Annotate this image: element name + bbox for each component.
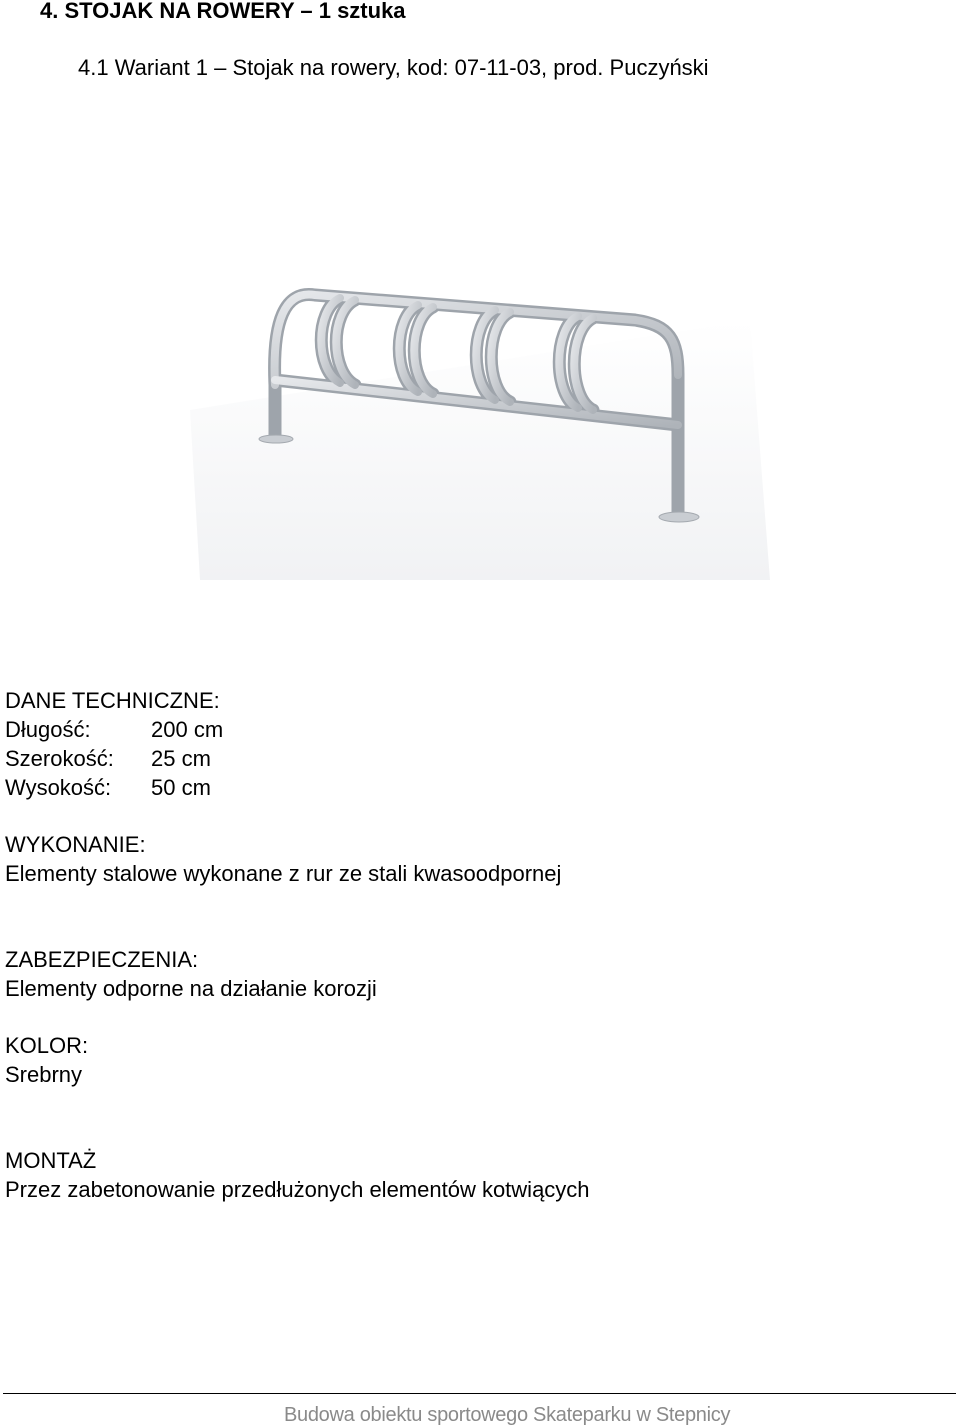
spec-label: Długość:: [5, 717, 91, 742]
montaz-text: Przez zabetonowanie przedłużonych elementów kotwiących: [5, 1177, 590, 1202]
page-footer: Budowa obiektu sportowego Skateparku w Stepnicy: [284, 1404, 731, 1426]
spec-row-width: [5, 744, 211, 773]
spec-value: 50 cm: [151, 775, 211, 800]
zabezpieczenia-header: ZABEZPIECZENIA:: [5, 947, 199, 972]
bike-rack-image: [190, 280, 770, 580]
montaz-header: MONTAŻ: [5, 1148, 97, 1173]
spec-value: 200 cm: [151, 717, 224, 742]
section-subtitle: 4.1 Wariant 1 – Stojak na rowery, kod: 07-11-03, prod. Puczyński: [78, 55, 709, 80]
spec-label: Szerokość:: [5, 746, 114, 771]
kolor-text: Srebrny: [5, 1062, 83, 1087]
spec-value: 25 cm: [151, 746, 211, 771]
footer-divider: [3, 1393, 956, 1394]
spec-row-length: [5, 715, 223, 744]
section-title: 4. STOJAK NA ROWERY – 1 sztuka: [40, 0, 406, 23]
spec-row-height: [5, 773, 211, 802]
kolor-header: KOLOR:: [5, 1033, 89, 1058]
zabezpieczenia-text: Elementy odporne na działanie korozji: [5, 976, 377, 1001]
wykonanie-text: Elementy stalowe wykonane z rur ze stali kwasoodpornej: [5, 861, 562, 886]
wykonanie-header: WYKONANIE:: [5, 832, 146, 857]
tech-header: DANE TECHNICZNE:: [5, 688, 220, 713]
spec-label: Wysokość:: [5, 775, 112, 800]
